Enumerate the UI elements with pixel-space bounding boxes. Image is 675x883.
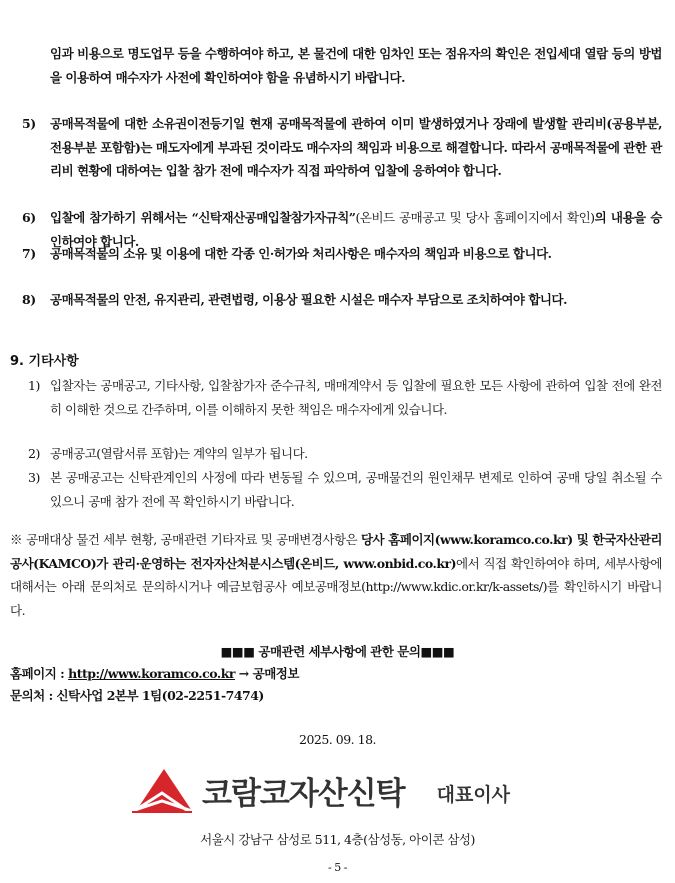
notice-text-bold: 당사 홈페이지(www.koramco.co.kr) 및 한국자산관리공사(KAMCO)가 관리·운영하는 전자자산처분시스템(온비드, www.onbid.co.kr) [10, 532, 663, 571]
item-number: 7) [22, 246, 36, 261]
section9-item-2 [28, 442, 662, 466]
section9-item-1 [28, 374, 662, 421]
representative-title: 대표이사 [436, 783, 511, 806]
intro-paragraph [50, 42, 662, 89]
list-item-8 [22, 288, 662, 312]
item-number: 2) [28, 446, 40, 461]
item-text: 공매목적물의 소유 및 이용에 대한 각종 인·허가와 처리사항은 매수자의 책임과 비용으로 합니다. [50, 246, 552, 261]
list-item-5 [22, 112, 662, 183]
company-name: 코람코자산신탁 [202, 775, 405, 812]
item-text: 본 공매공고는 신탁관계인의 사정에 따라 변동될 수 있으며, 공매물건의 원인채무 변제로 인하여 공매 당일 취소될 수 있으니 공매 참가 전에 꼭 확인하시기 바랍니다. [50, 470, 662, 509]
company-signature [132, 762, 542, 818]
item-number: 3) [28, 470, 40, 485]
notice-text-1: ※ 공매대상 물건 세부 현황, 공매관련 기타자료 및 공매변경사항은 [10, 532, 361, 547]
intro-text: 임과 비용으로 명도업무 등을 수행하여야 하고, 본 물건에 대한 임차인 또는 점유자의 확인은 전입세대 열람 등의 방법을 이용하여 매수자가 사전에 확인하여야 함을 유념하시기 바랍니다. [50, 46, 662, 85]
homepage-suffix: → 공매정보 [234, 666, 299, 681]
item-text: 공매공고(열람서류 포함)는 계약의 일부가 됩니다. [50, 446, 308, 461]
list-item-7 [22, 242, 662, 266]
contact-heading: ■■■ 공매관련 세부사항에 관한 문의■■■ [220, 644, 455, 659]
item-number: 6) [22, 210, 36, 225]
notice-text-2: 에서 직접 확인하여야 하며, 세부사항에 대해서는 아래 문의처로 문의하시거나 예금보험공사 예보공매정보(http://www.kdic.or.kr/k-assets/)를 확인하시기 바랍니다. [10, 555, 662, 618]
item-number: 8) [22, 292, 36, 307]
company-address: 서울시 강남구 삼성로 511, 4층(삼성동, 아이콘 삼성) [200, 832, 475, 847]
item-text-bold-2: 의 내용을 승인하여야 합니다. [50, 210, 662, 249]
homepage-line [10, 662, 662, 686]
item-text-normal: (온비드 공매공고 및 당사 홈페이지에서 확인) [355, 210, 595, 225]
document-date: 2025. 09. 18. [299, 732, 376, 747]
item-number: 5) [22, 116, 36, 131]
homepage-link[interactable]: http://www.koramco.co.kr [68, 666, 235, 681]
inquiry-line: 문의처 : 신탁사업 2본부 1팀(02-2251-7474) [10, 688, 264, 703]
koramco-logo-icon [132, 767, 192, 813]
item-text: 입찰자는 공매공고, 기타사항, 입찰참가자 준수규칙, 매매계약서 등 입찰에 필요한 모든 사항에 관하여 입찰 전에 완전히 이해한 것으로 간주하며, 이를 이해하지 못한 책임은 매수자에게 있습니다. [50, 378, 662, 417]
item-text: 공매목적물의 안전, 유지관리, 관련법령, 이용상 필요한 시설은 매수자 부담으로 조치하여야 합니다. [50, 292, 567, 307]
section-heading: 9. 기타사항 [10, 354, 79, 369]
notice-paragraph [10, 528, 662, 622]
page-number: - 5 - [328, 861, 347, 874]
item-text-bold-1: 입찰에 참가하기 위해서는 “신탁재산공매입찰참가자규칙” [50, 210, 356, 225]
homepage-label: 홈페이지 : [10, 666, 69, 681]
item-number: 1) [28, 378, 40, 393]
section9-item-3 [28, 466, 662, 513]
item-text: 공매목적물에 대한 소유권이전등기일 현재 공매목적물에 관하여 이미 발생하였거나 장래에 발생할 관리비(공용부분, 전용부분 포함함)는 매도자에게 부과된 것이라도 매수자의 책임과 비용으로 해결합니다. 따라서 공매목적물에 관한 관리비 현황에 대하여는 입찰 참가 전에 매수자가 직접 파악하여 입찰에 응하여야 합니다. [50, 116, 662, 178]
